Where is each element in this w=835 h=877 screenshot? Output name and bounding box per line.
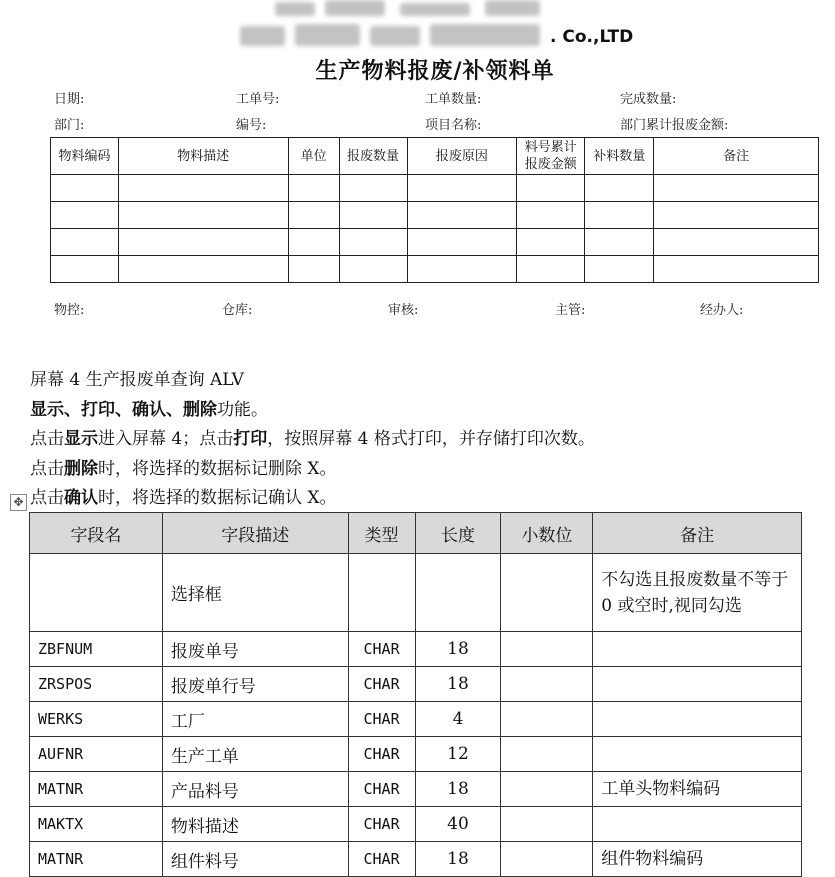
paragraph-confirm: [30, 483, 337, 508]
header-field-dept: 部门:: [54, 118, 85, 133]
text: 时，将选择的数据标记确认 X。: [98, 488, 337, 508]
length-cell: 4: [415, 702, 501, 737]
field-name-cell: MAKTX: [30, 807, 163, 842]
spec-header-row: [30, 513, 802, 554]
header-field-work-order: 工单号:: [236, 92, 280, 107]
length-cell: 18: [415, 632, 501, 667]
remark-cell: [593, 702, 802, 737]
signature-supervisor: 主管:: [555, 303, 586, 318]
table-row: [30, 667, 802, 702]
form-grid-cell: [517, 202, 585, 229]
field-desc-cell: 生产工单: [162, 737, 348, 772]
bold-confirm: 确认: [64, 488, 98, 508]
form-grid-cell: [118, 202, 288, 229]
table-move-handle-icon[interactable]: ✥: [10, 494, 27, 511]
length-cell: 40: [415, 807, 501, 842]
form-title: 生产物料报废/补领料单: [315, 58, 555, 84]
spec-col-field-desc: 字段描述: [162, 513, 348, 554]
form-grid-cell: [585, 256, 654, 283]
form-grid-cell: [654, 202, 819, 229]
field-desc-cell: 报废单行号: [162, 667, 348, 702]
text: 点击: [30, 429, 64, 449]
field-desc-cell: 组件料号: [162, 842, 348, 877]
spec-col-field-name: 字段名: [30, 513, 163, 554]
table-row: [30, 554, 802, 632]
field-desc-cell: 物料描述: [162, 807, 348, 842]
header-field-done-qty: 完成数量:: [620, 92, 677, 107]
field-desc-cell: 产品料号: [162, 772, 348, 807]
col-cumulative-amount: 料号累计 报废金额: [517, 138, 585, 175]
decimals-cell: [501, 702, 593, 737]
col-material-desc: 物料描述: [118, 138, 288, 175]
form-grid-row: [51, 175, 819, 202]
length-cell: 12: [415, 737, 501, 772]
spec-col-decimals: 小数位: [501, 513, 593, 554]
text: 点击: [30, 459, 64, 479]
form-grid-cell: [339, 229, 407, 256]
remark-cell: 工单头物料编码: [593, 772, 802, 807]
paragraph-display-print: [30, 424, 595, 449]
field-name-cell: MATNR: [30, 842, 163, 877]
paragraph-screen-heading: 屏幕 4 生产报废单查询 ALV: [30, 370, 244, 390]
table-row: [30, 842, 802, 877]
remark-cell: 组件物料编码: [593, 842, 802, 877]
signature-warehouse: 仓库:: [222, 303, 253, 318]
type-cell: CHAR: [348, 807, 415, 842]
paragraph-delete: [30, 454, 337, 479]
field-name-cell: WERKS: [30, 702, 163, 737]
decimals-cell: [501, 842, 593, 877]
form-grid-cell: [118, 229, 288, 256]
paragraph-functions: [30, 395, 268, 420]
field-desc-cell: 工厂: [162, 702, 348, 737]
text: 时，将选择的数据标记删除 X。: [98, 459, 337, 479]
header-field-project: 项目名称:: [425, 118, 482, 133]
form-grid-cell: [118, 256, 288, 283]
decimals-cell: [501, 554, 593, 632]
form-grid-cell: [51, 229, 119, 256]
form-grid-header-row: [51, 138, 819, 175]
form-grid-cell: [654, 175, 819, 202]
form-grid-cell: [407, 175, 517, 202]
form-grid-cell: [339, 175, 407, 202]
remark-cell: [593, 667, 802, 702]
field-name-cell: [30, 554, 163, 632]
decimals-cell: [501, 807, 593, 842]
type-cell: [348, 554, 415, 632]
table-row: [30, 737, 802, 772]
col-unit: 单位: [288, 138, 339, 175]
form-grid-row: [51, 202, 819, 229]
redacted-company-name: [240, 0, 550, 50]
type-cell: CHAR: [348, 632, 415, 667]
header-field-number: 编号:: [236, 118, 267, 133]
col-scrap-reason: 报废原因: [407, 138, 517, 175]
form-grid-cell: [288, 229, 339, 256]
remark-cell: [593, 737, 802, 772]
table-row: [30, 632, 802, 667]
header-field-dept-scrap-amount: 部门累计报废金额:: [620, 118, 729, 133]
spec-col-length: 长度: [415, 513, 501, 554]
decimals-cell: [501, 667, 593, 702]
field-name-cell: MATNR: [30, 772, 163, 807]
form-grid-cell: [407, 202, 517, 229]
form-grid-cell: [339, 256, 407, 283]
form-grid-cell: [585, 202, 654, 229]
form-grid-cell: [288, 202, 339, 229]
bold-display: 显示: [64, 429, 98, 449]
decimals-cell: [501, 632, 593, 667]
form-grid-cell: [339, 202, 407, 229]
text: 点击: [30, 488, 64, 508]
form-grid-cell: [517, 229, 585, 256]
table-row: [30, 807, 802, 842]
table-row: [30, 702, 802, 737]
type-cell: CHAR: [348, 772, 415, 807]
form-grid-cell: [118, 175, 288, 202]
form-grid-cell: [654, 229, 819, 256]
header-field-order-qty: 工单数量:: [425, 92, 482, 107]
form-grid-cell: [51, 175, 119, 202]
bold-delete: 删除: [64, 459, 98, 479]
form-grid-cell: [654, 256, 819, 283]
field-desc-cell: 选择框: [162, 554, 348, 632]
bold-print: 打印: [233, 429, 268, 449]
remark-cell: [593, 632, 802, 667]
length-cell: 18: [415, 772, 501, 807]
table-row: [30, 772, 802, 807]
remark-cell: 不勾选且报废数量不等于 0 或空时,视同勾选: [593, 554, 802, 632]
decimals-cell: [501, 772, 593, 807]
form-grid-cell: [288, 175, 339, 202]
spec-col-type: 类型: [348, 513, 415, 554]
form-grid-cell: [407, 256, 517, 283]
form-grid-cell: [517, 256, 585, 283]
remark-cell: [593, 807, 802, 842]
type-cell: CHAR: [348, 702, 415, 737]
type-cell: CHAR: [348, 667, 415, 702]
form-grid-cell: [51, 202, 119, 229]
field-spec-table: [29, 512, 802, 877]
form-grid-cell: [51, 256, 119, 283]
spec-col-remark: 备注: [593, 513, 802, 554]
bold-functions: 显示、打印、确认、删除: [30, 400, 217, 420]
type-cell: CHAR: [348, 842, 415, 877]
signature-handler: 经办人:: [700, 303, 744, 318]
form-grid-cell: [585, 229, 654, 256]
signature-review: 审核:: [388, 303, 419, 318]
form-grid-cell: [517, 175, 585, 202]
field-desc-cell: 报废单号: [162, 632, 348, 667]
text: 进入屏幕 4；点击: [98, 429, 234, 449]
col-replenish-qty: 补料数量: [585, 138, 654, 175]
company-suffix: . Co.,LTD: [550, 27, 634, 47]
signature-material-control: 物控:: [54, 303, 85, 318]
col-material-code: 物料编码: [51, 138, 119, 175]
field-name-cell: AUFNR: [30, 737, 163, 772]
length-cell: 18: [415, 667, 501, 702]
text: ，按照屏幕 4 格式打印，并存储打印次数。: [267, 429, 595, 449]
field-name-cell: ZBFNUM: [30, 632, 163, 667]
col-remark: 备注: [654, 138, 819, 175]
decimals-cell: [501, 737, 593, 772]
length-cell: [415, 554, 501, 632]
form-grid-cell: [288, 256, 339, 283]
field-name-cell: ZRSPOS: [30, 667, 163, 702]
length-cell: 18: [415, 842, 501, 877]
scrap-form-grid: [50, 137, 819, 283]
form-grid-cell: [585, 175, 654, 202]
col-scrap-qty: 报废数量: [339, 138, 407, 175]
form-grid-row: [51, 256, 819, 283]
type-cell: CHAR: [348, 737, 415, 772]
text: 功能。: [217, 400, 268, 420]
form-grid-cell: [407, 229, 517, 256]
header-field-date: 日期:: [54, 92, 85, 107]
form-grid-row: [51, 229, 819, 256]
